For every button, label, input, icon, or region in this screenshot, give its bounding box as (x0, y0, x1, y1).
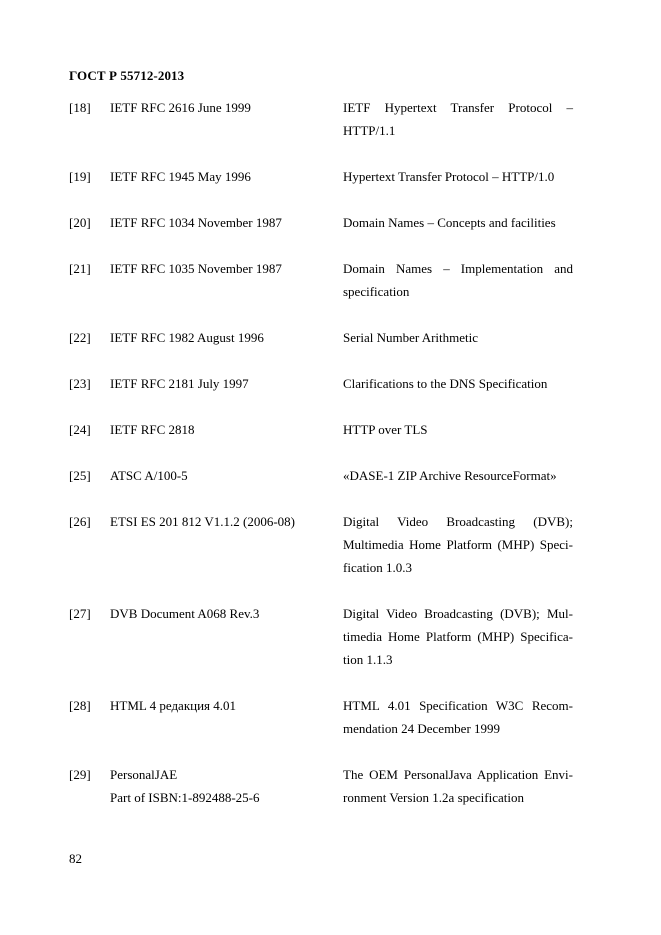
page-number: 82 (69, 851, 82, 866)
reference-identifier (110, 165, 335, 188)
reference-number: [22] (69, 330, 91, 345)
reference-title-line: IETF Hypertext Transfer Protocol – (343, 100, 573, 115)
reference-identifier-line: HTML 4 редакция 4.01 (110, 698, 237, 713)
reference-title-line: Hypertext Transfer Protocol – HTTP/1.0 (343, 169, 555, 184)
reference-title-line: Serial Number Arithmetic (343, 330, 479, 345)
reference-identifier (110, 418, 335, 441)
reference-title-line: fication 1.0.3 (343, 560, 412, 575)
reference-title-line: mendation 24 December 1999 (343, 721, 501, 736)
reference-identifier (110, 510, 335, 533)
reference-title-line: HTTP over TLS (343, 422, 428, 437)
reference-identifier-line: ETSI ES 201 812 V1.1.2 (2006-08) (110, 514, 296, 529)
reference-number: [21] (69, 261, 91, 276)
reference-number: [25] (69, 468, 91, 483)
reference-title (343, 418, 573, 441)
reference-title-line: Domain Names – Implementation and (343, 261, 573, 276)
reference-title (343, 694, 573, 740)
reference-title (343, 763, 573, 809)
reference-title-line: Clarifications to the DNS Specification (343, 376, 548, 391)
reference-identifier-line: IETF RFC 1034 November 1987 (110, 215, 282, 230)
reference-title-line: The OEM PersonalJava Application Envi- (343, 767, 573, 782)
reference-title-line: Digital Video Broadcasting (DVB); (343, 514, 573, 529)
reference-identifier (110, 694, 335, 717)
reference-identifier (110, 372, 335, 395)
reference-identifier (110, 326, 335, 349)
reference-title (343, 96, 573, 142)
reference-title-line: «DASE-1 ZIP Archive ResourceFormat» (343, 468, 557, 483)
reference-title-line: timedia Home Platform (MHP) Specifica- (343, 629, 573, 644)
reference-identifier-line: IETF RFC 2616 June 1999 (110, 100, 251, 115)
reference-title-line: HTTP/1.1 (343, 123, 396, 138)
reference-identifier-line: Part of ISBN:1-892488-25-6 (110, 790, 260, 805)
reference-identifier-line: ATSC A/100-5 (110, 468, 188, 483)
document-header: ГОСТ Р 55712-2013 (69, 68, 185, 83)
reference-number: [18] (69, 100, 91, 115)
reference-identifier-line: IETF RFC 1035 November 1987 (110, 261, 282, 276)
reference-identifier-line: PersonalJAE (110, 767, 178, 782)
reference-title (343, 257, 573, 303)
reference-title-line: HTML 4.01 Specification W3C Recom- (343, 698, 573, 713)
reference-number: [28] (69, 698, 91, 713)
reference-identifier (110, 602, 335, 625)
reference-identifier (110, 211, 335, 234)
reference-number: [27] (69, 606, 91, 621)
reference-title (343, 165, 573, 188)
reference-number: [24] (69, 422, 91, 437)
reference-identifier-line: IETF RFC 1982 August 1996 (110, 330, 264, 345)
reference-identifier (110, 464, 335, 487)
reference-number: [23] (69, 376, 91, 391)
reference-title (343, 326, 573, 349)
reference-title-line: Domain Names – Concepts and facilities (343, 215, 556, 230)
reference-identifier (110, 763, 335, 809)
reference-title (343, 464, 573, 487)
reference-identifier (110, 257, 335, 280)
reference-title-line: Digital Video Broadcasting (DVB); Mul- (343, 606, 573, 621)
reference-title-line: ronment Version 1.2a specification (343, 790, 524, 805)
reference-identifier-line: DVB Document A068 Rev.3 (110, 606, 260, 621)
reference-number: [20] (69, 215, 91, 230)
reference-number: [19] (69, 169, 91, 184)
reference-title (343, 372, 573, 395)
reference-identifier (110, 96, 335, 119)
reference-title (343, 211, 573, 234)
reference-title (343, 602, 573, 671)
reference-identifier-line: IETF RFC 2818 (110, 422, 195, 437)
reference-title-line: tion 1.1.3 (343, 652, 393, 667)
reference-identifier-line: IETF RFC 1945 May 1996 (110, 169, 251, 184)
reference-number: [26] (69, 514, 91, 529)
reference-title-line: specification (343, 284, 410, 299)
reference-title-line: Multimedia Home Platform (MHP) Speci- (343, 537, 573, 552)
reference-identifier-line: IETF RFC 2181 July 1997 (110, 376, 249, 391)
reference-number: [29] (69, 767, 91, 782)
reference-title (343, 510, 573, 579)
